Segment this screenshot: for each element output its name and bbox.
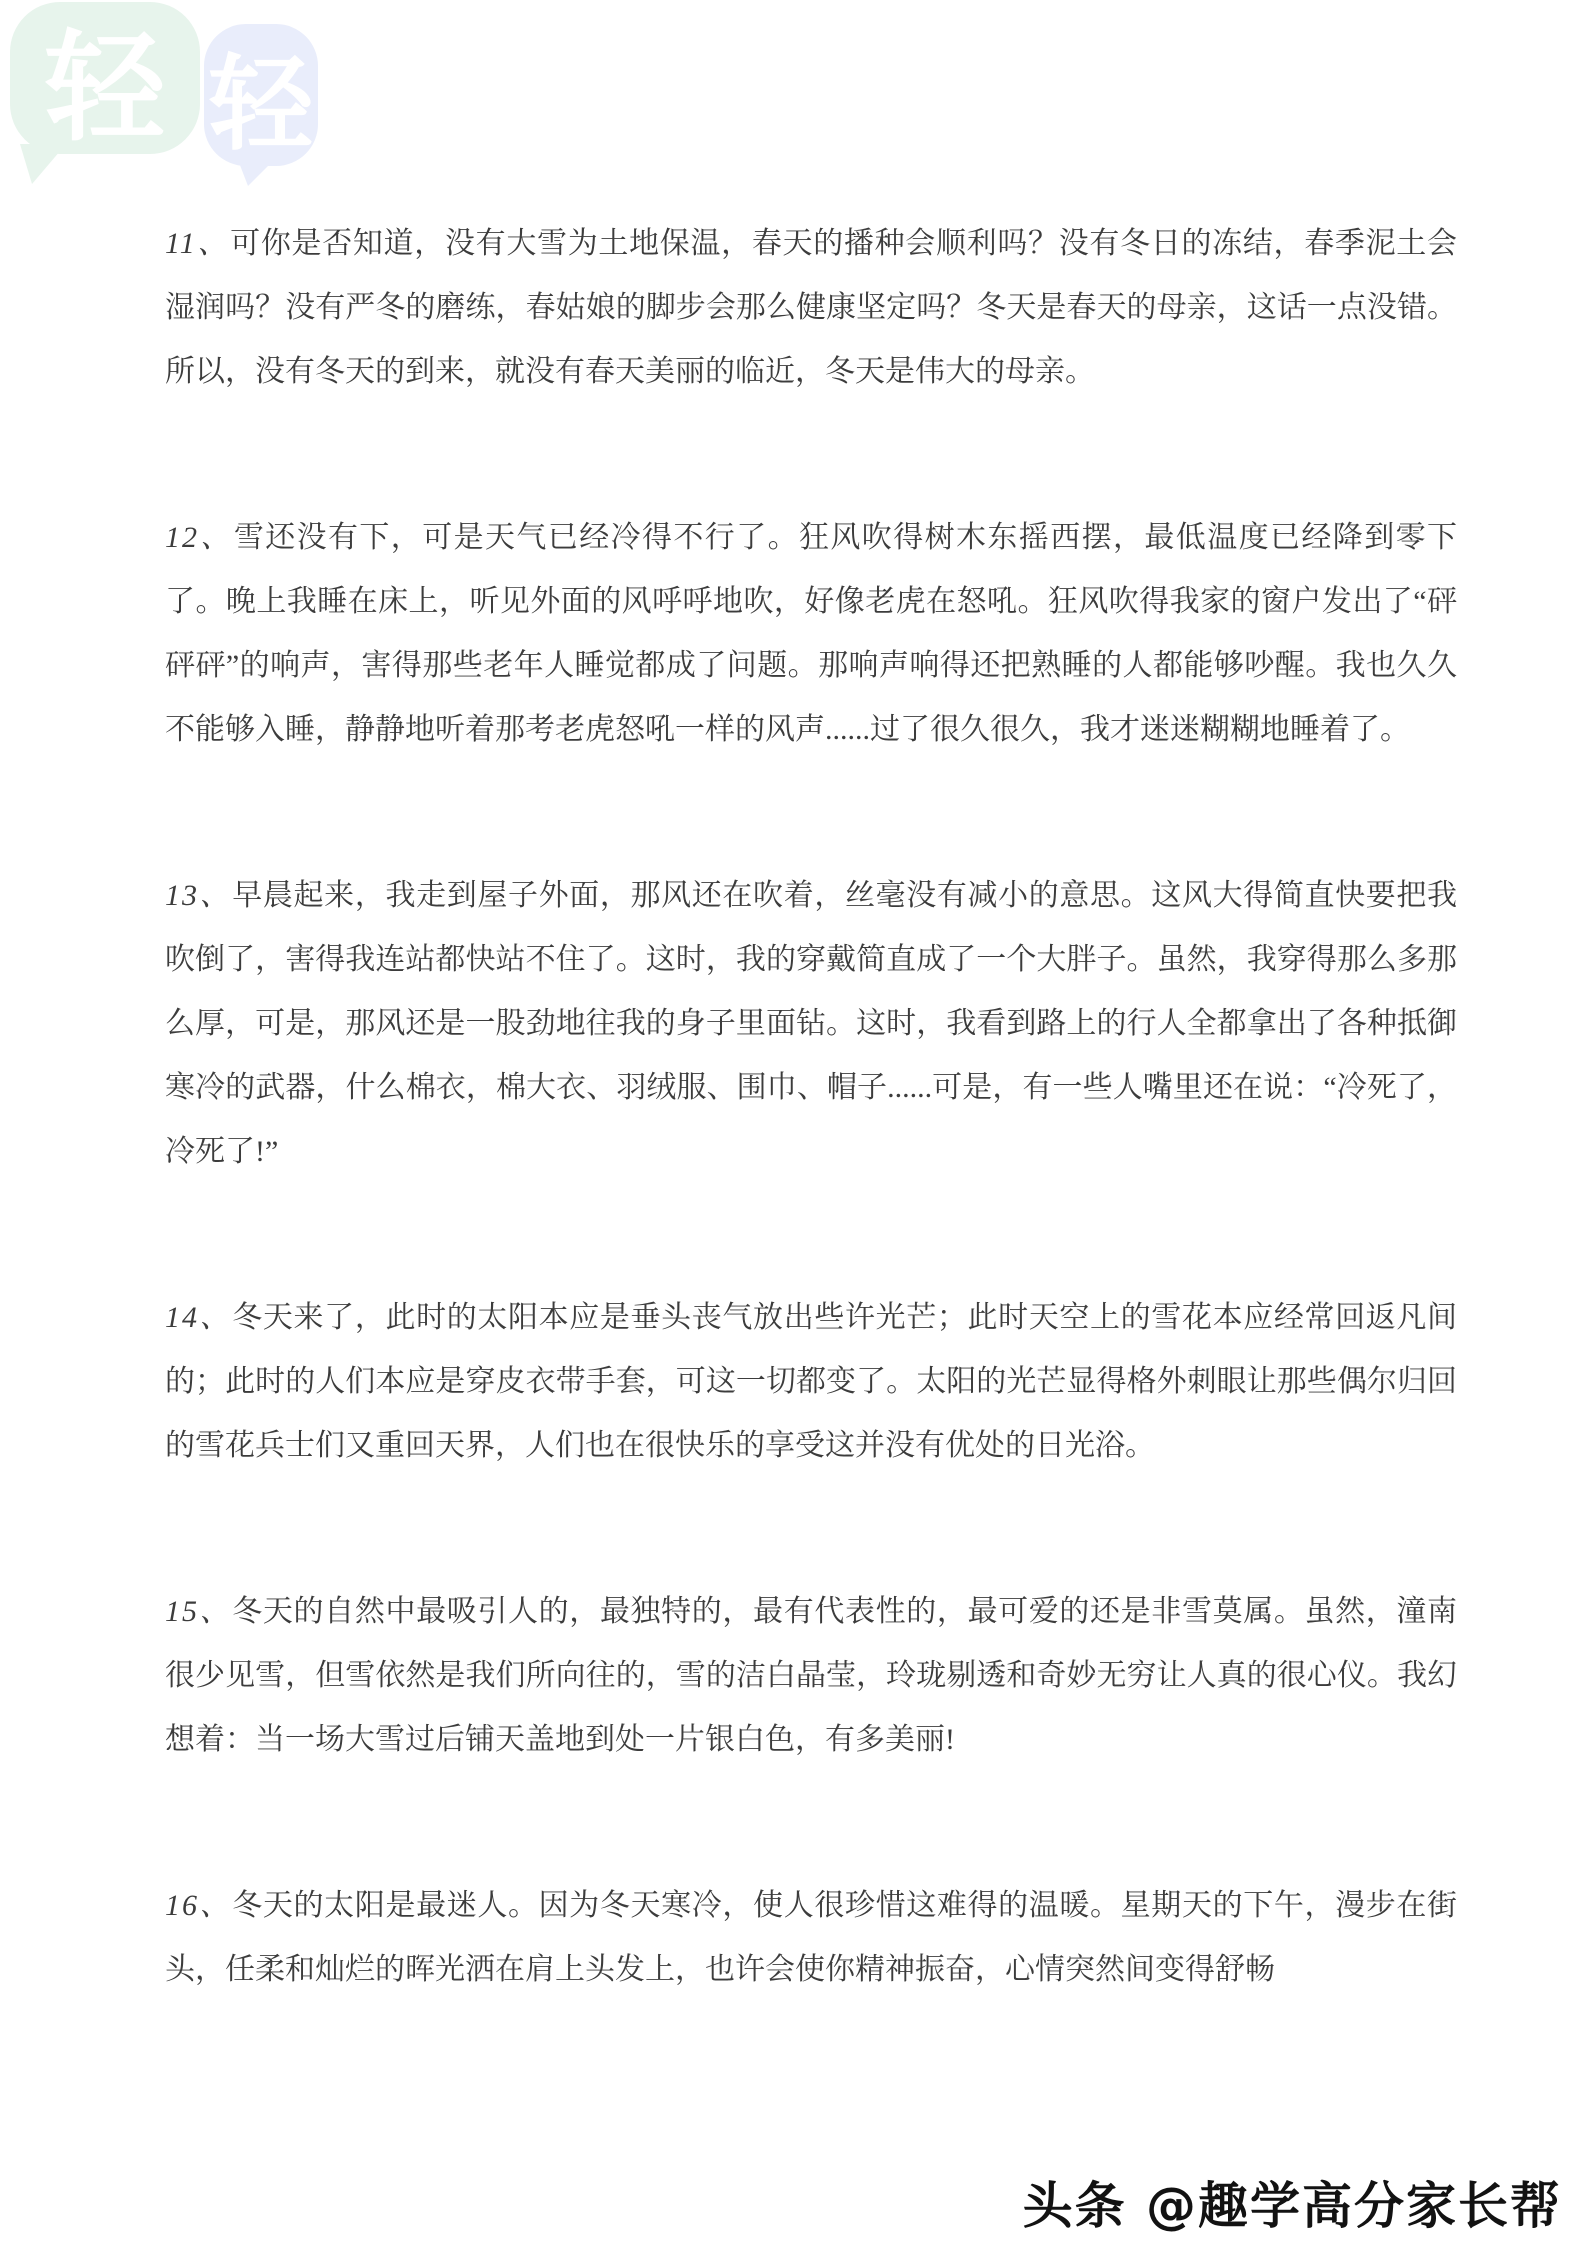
- paragraph-13: [165, 864, 1457, 1184]
- paragraph-11-number: 11、: [165, 227, 231, 260]
- document-content: [165, 212, 1457, 2104]
- paragraph-16-number: 16、: [165, 1889, 233, 1922]
- paragraph-14-text: 冬天来了，此时的太阳本应是垂头丧气放出些许光芒；此时天空上的雪花本应经常回返凡间的；此时的人们本应是穿皮衣带手套，可这一切都变了。太阳的光芒显得格外刺眼让那些偶尔归回的雪花兵士们又重回天界，人们也在很快乐的享受这并没有优处的日光浴。: [165, 1301, 1458, 1462]
- paragraph-12-text: 雪还没有下，可是天气已经冷得不行了。狂风吹得树木东摇西摆，最低温度已经降到零下了。晚上我睡在床上，听见外面的风呼呼地吹，好像老虎在怒吼。狂风吹得我家的窗户发出了“砰砰砰”的响声，害得那些老年人睡觉都成了问题。那响声响得还把熟睡的人都能够吵醒。我也久久不能够入睡，静静地听着那考老虎怒吼一样的风声......过了很久很久，我才迷迷糊糊地睡着了。: [165, 521, 1458, 746]
- logo-bubble-green: [10, 2, 200, 158]
- paragraph-15-text: 冬天的自然中最吸引人的，最独特的，最有代表性的，最可爱的还是非雪莫属。虽然，潼南很少见雪，但雪依然是我们所向往的，雪的洁白晶莹，玲珑剔透和奇妙无穷让人真的很心仪。我幻想着：当一场大雪过后铺天盖地到处一片银白色，有多美丽!: [165, 1595, 1458, 1756]
- logo-bubble-blue-tail: [238, 160, 274, 186]
- paragraph-15-number: 15、: [165, 1595, 233, 1628]
- qingqing-logo: [6, 0, 326, 200]
- toutiao-watermark: 头条 @趣学高分家长帮: [1022, 2177, 1562, 2235]
- paragraph-12: [165, 506, 1457, 762]
- paragraph-15: [165, 1580, 1457, 1772]
- logo-bubble-blue: [204, 24, 318, 166]
- logo-char-blue: 轻: [208, 43, 313, 165]
- logo-char-green: 轻: [45, 19, 165, 158]
- paragraph-16: [165, 1874, 1457, 2002]
- paragraph-13-text: 早晨起来，我走到屋子外面，那风还在吹着，丝毫没有减小的意思。这风大得简直快要把我吹倒了，害得我连站都快站不住了。这时，我的穿戴简直成了一个大胖子。虽然，我穿得那么多那么厚，可是，那风还是一股劲地往我的身子里面钻。这时，我看到路上的行人全都拿出了各种抵御寒冷的武器，什么棉衣，棉大衣、羽绒服、围巾、帽子......可是，有一些人嘴里还在说：“冷死了，冷死了!”: [165, 879, 1458, 1168]
- paragraph-16-text: 冬天的太阳是最迷人。因为冬天寒冷，使人很珍惜这难得的温暖。星期天的下午，漫步在街头，任柔和灿烂的晖光洒在肩上头发上，也许会使你精神振奋，心情突然间变得舒畅: [165, 1889, 1458, 1986]
- paragraph-14-number: 14、: [165, 1301, 233, 1334]
- paragraph-11: [165, 212, 1457, 404]
- paragraph-13-number: 13、: [165, 879, 233, 912]
- paragraph-11-text: 可你是否知道，没有大雪为土地保温，春天的播种会顺利吗？没有冬日的冻结，春季泥土会湿润吗？没有严冬的磨练，春姑娘的脚步会那么健康坚定吗？冬天是春天的母亲，这话一点没错。所以，没有冬天的到来，就没有春天美丽的临近，冬天是伟大的母亲。: [165, 227, 1457, 388]
- paragraph-14: [165, 1286, 1457, 1478]
- paragraph-12-number: 12、: [165, 521, 234, 554]
